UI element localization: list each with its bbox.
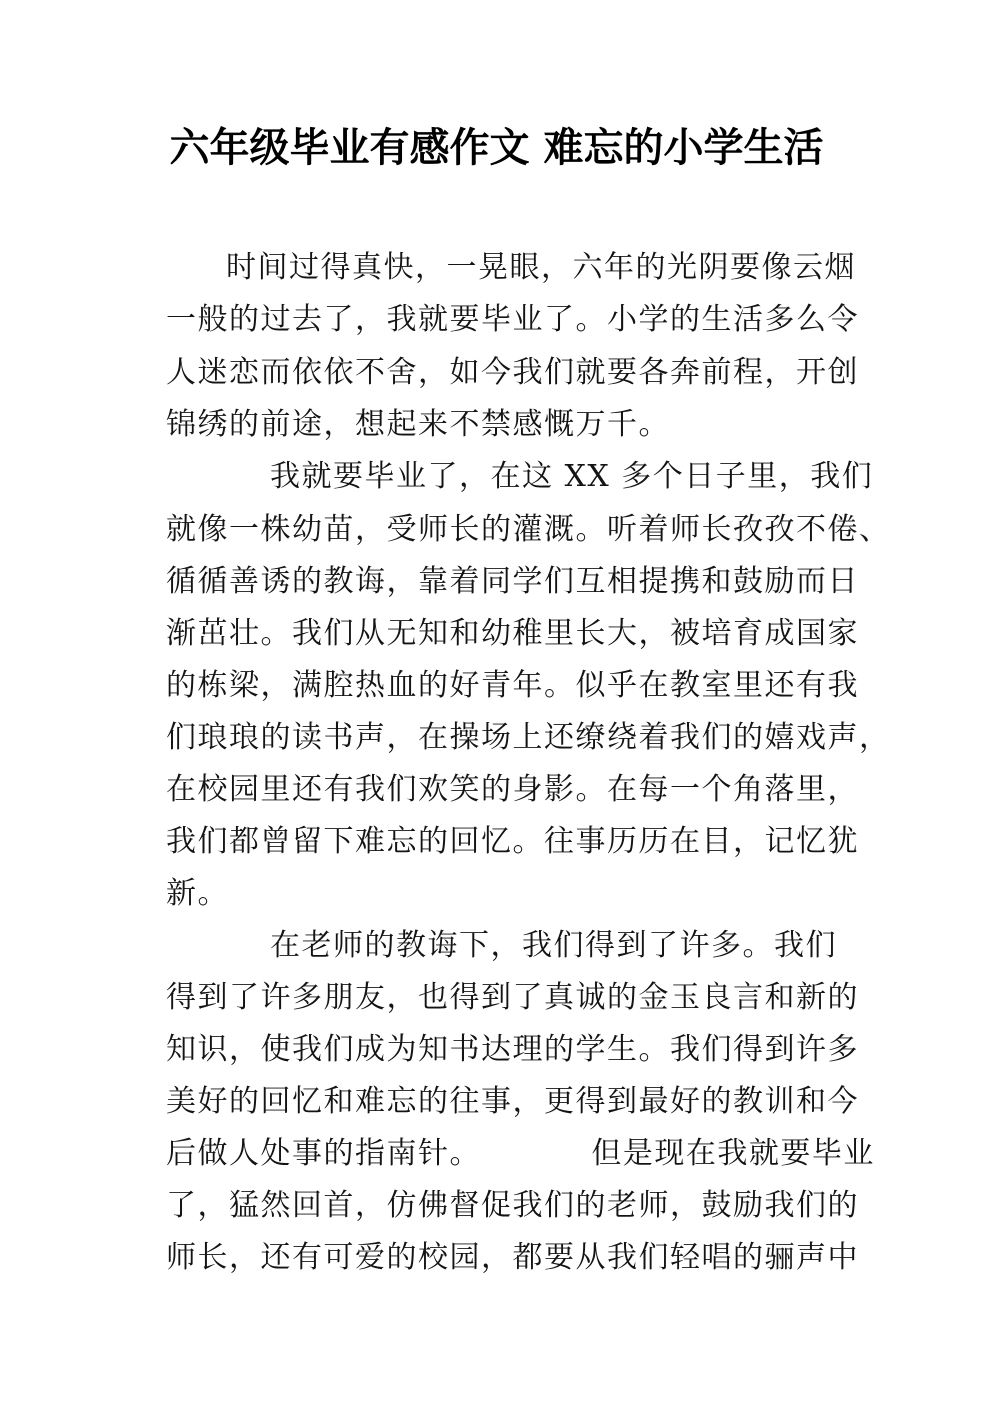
paragraph-1-line-1: 时间过得真快，一晃眼，六年的光阴要像云烟 [226, 250, 856, 285]
paragraph-2-line-7: 在校园里还有我们欢笑的身影。在每一个角落里， [166, 772, 859, 807]
document-title: 六年级毕业有感作文 难忘的小学生活 [169, 125, 824, 171]
paragraph-3-line-3: 知识，使我们成为知书达理的学生。我们得到许多 [166, 1032, 859, 1067]
paragraph-2-line-1: 我就要毕业了，在这 XX 多个日子里，我们 [270, 459, 874, 494]
paragraph-2-line-4: 渐茁壮。我们从无知和幼稚里长大，被培育成国家 [166, 616, 859, 651]
paragraph-3-line-1: 在老师的教诲下，我们得到了许多。我们 [270, 928, 837, 963]
paragraph-1-line-2: 一般的过去了，我就要毕业了。小学的生活多么令 [166, 302, 859, 337]
paragraph-2-line-2: 就像一株幼苗，受师长的灌溉。听着师长孜孜不倦、 [166, 512, 891, 547]
paragraph-3-line-5: 后做人处事的指南针。 但是现在我就要毕业 [166, 1136, 875, 1171]
paragraph-3-line-4: 美好的回忆和难忘的往事，更得到最好的教训和今 [166, 1084, 859, 1119]
paragraph-2-line-5: 的栋梁，满腔热血的好青年。似乎在教室里还有我 [166, 668, 859, 703]
paragraph-2-line-9: 新。 [166, 876, 229, 911]
paragraph-2-line-6: 们琅琅的读书声，在操场上还缭绕着我们的嬉戏声， [166, 720, 891, 755]
paragraph-2-line-3: 循循善诱的教诲，靠着同学们互相提携和鼓励而日 [166, 564, 859, 599]
paragraph-3-line-7: 师长，还有可爱的校园，都要从我们轻唱的骊声中 [166, 1240, 859, 1275]
paragraph-3-line-2: 得到了许多朋友，也得到了真诚的金玉良言和新的 [166, 980, 859, 1015]
paragraph-1-line-3: 人迷恋而依依不舍，如今我们就要各奔前程，开创 [166, 355, 859, 390]
paragraph-1-line-4: 锦绣的前途，想起来不禁感慨万千。 [166, 407, 670, 442]
paragraph-2-line-8: 我们都曾留下难忘的回忆。往事历历在目，记忆犹 [166, 824, 859, 859]
paragraph-3-line-6: 了，猛然回首，仿佛督促我们的老师，鼓励我们的 [166, 1188, 859, 1223]
